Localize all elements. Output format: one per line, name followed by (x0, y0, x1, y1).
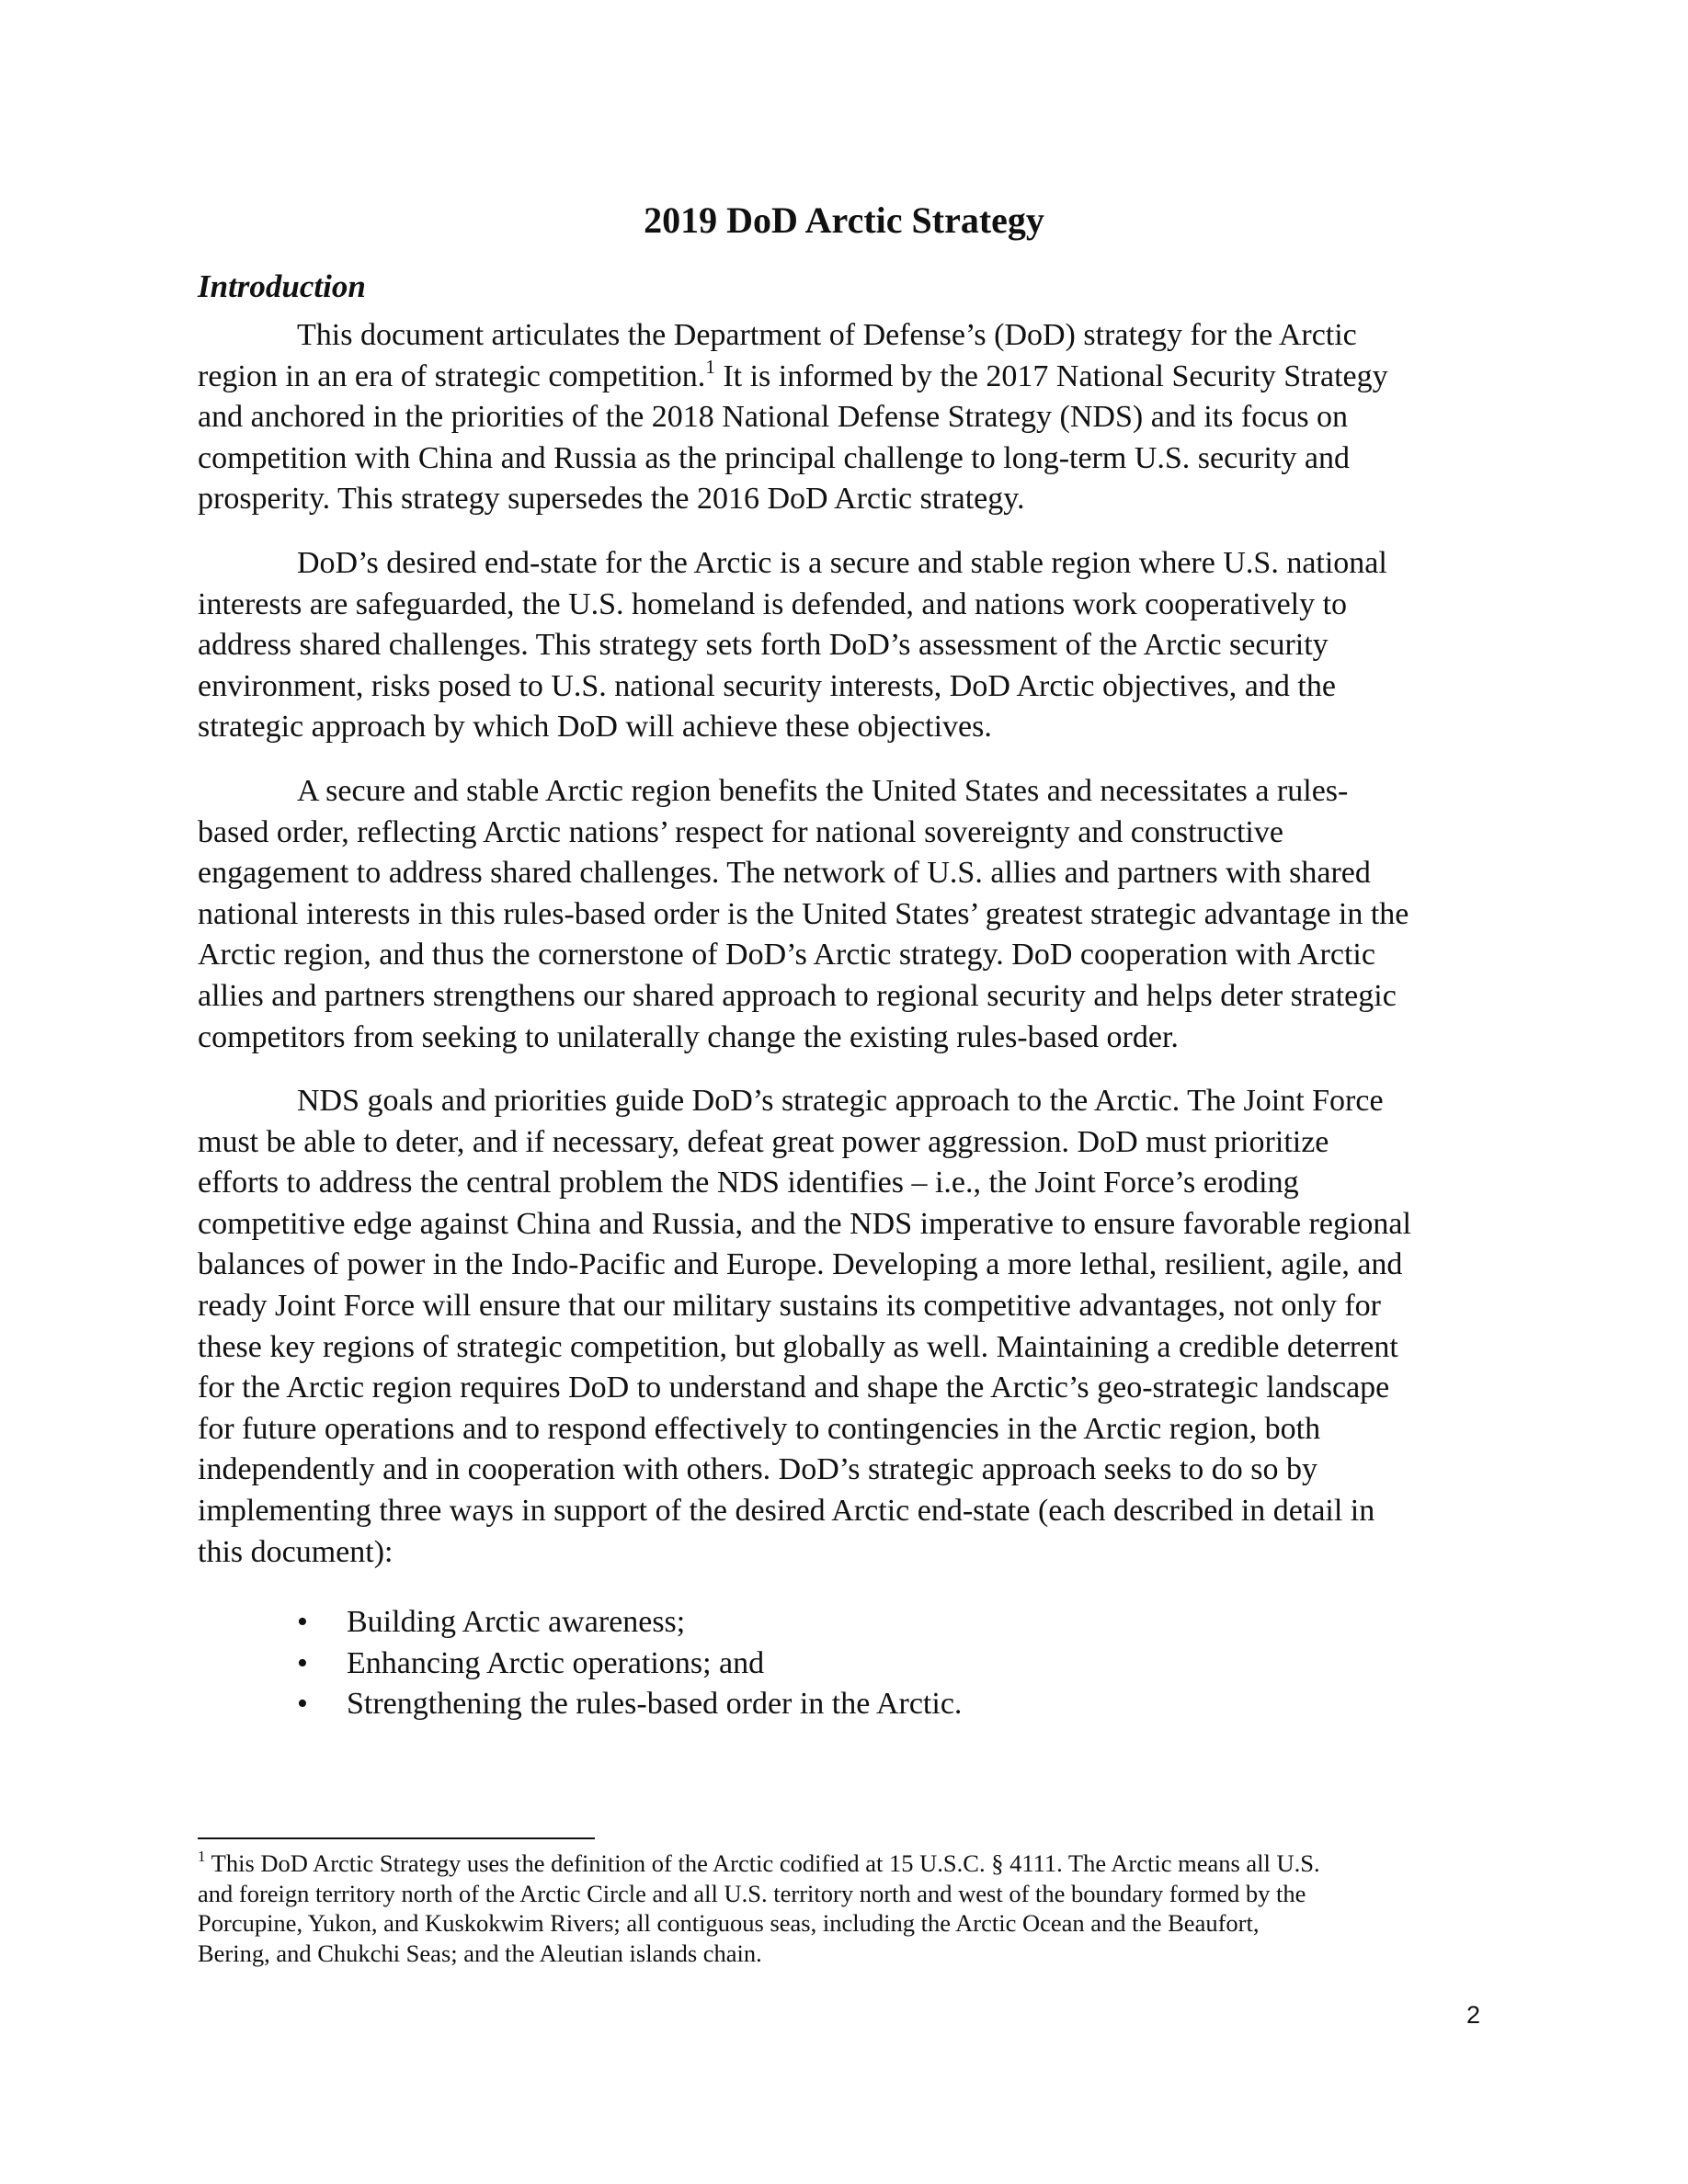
bullet-icon: • (297, 1687, 308, 1722)
list-item-text: Strengthening the rules-based order in the Arctic. (347, 1687, 963, 1722)
list-item (297, 1684, 1503, 1725)
paragraph-1-text-end: It is informed by the 2017 National Security Strategy and anchored in the priorities of the 2018 National Defense Strategy (NDS) and its focus on competition with China and Russia as the principal challenge to long-term U.S. security and prosperity. This strategy supersedes the 2016 DoD Arctic strategy. (198, 358, 1388, 517)
page-number: 2 (1466, 2001, 1480, 2029)
paragraph-4: NDS goals and priorities guide DoD’s strategic approach to the Arctic. The Joint Force must be able to deter, and if necessary, defeat great power aggression. DoD must prioritize efforts to address the central problem the NDS identifies – i.e., the Joint Force’s eroding competitive edge against China and Russia, and the NDS imperative to ensure favorable regional balances of power in the Indo-Pacific and Europe. Developing a more lethal, resilient, agile, and ready Joint Force will ensure that our military sustains its competitive advantages, not only for these key regions of strategic competition, but globally as well. Maintaining a credible deterrent for the Arctic region requires DoD to understand and shape the Arctic’s geo-strategic landscape for future operations and to respond effectively to contingencies in the Arctic region, both independently and in cooperation with others. DoD’s strategic approach seeks to do so by implementing three ways in support of the desired Arctic end-state (each described in detail in this document): (198, 1084, 1411, 1569)
paragraph-2: DoD’s desired end-state for the Arctic is a secure and stable region where U.S. national interests are safeguarded, the U.S. homeland is defended, and nations work cooperatively to address shared challenges. This strategy sets forth DoD’s assessment of the Arctic security environment, risks posed to U.S. national security interests, DoD Arctic objectives, and the strategic approach by which DoD will achieve these objectives. (198, 545, 1387, 745)
bullet-icon: • (297, 1645, 308, 1680)
bullet-icon: • (297, 1605, 308, 1640)
document-title: 2019 DoD Arctic Strategy (644, 199, 1044, 241)
list-item-text: Enhancing Arctic operations; and (347, 1645, 765, 1680)
list-item (297, 1602, 1503, 1644)
footnote-number: 1 (198, 1848, 206, 1865)
paragraph-1 (198, 315, 1503, 520)
bullet-list (198, 1602, 1503, 1725)
paragraph-3: A secure and stable Arctic region benefits the United States and necessitates a rules- based order, reflecting Arctic nations’ respect for national sovereignty and constructive engagement to address shared challenges. The network of U.S. allies and partners with shared national interests in this rules-based order is the United States’ greatest strategic advantage in the Arctic region, and thus the cornerstone of DoD’s Arctic strategy. DoD cooperation with Arctic allies and partners strengthens our shared approach to regional security and helps deter strategic competitors from seeking to unilaterally change the existing rules-based order. (198, 773, 1409, 1054)
footnote-reference[interactable]: 1 (705, 355, 715, 378)
footnote-divider (198, 1837, 595, 1839)
list-item-text: Building Arctic awareness; (347, 1605, 686, 1640)
section-heading-introduction: Introduction (198, 268, 366, 304)
footnote (198, 1848, 1503, 1968)
footnote-text: This DoD Arctic Strategy uses the definition of the Arctic codified at 15 U.S.C. § 4111. The Arctic means all U.S. and foreign territory north of the Arctic Circle and all U.S. territory north and west of the boundary formed by the Porcupine, Yukon, and Kuskokwim Rivers; all contiguous seas, including the Arctic Ocean and the Beaufort, Bering, and Chukchi Seas; and the Aleutian islands chain. (198, 1849, 1320, 1967)
list-item (297, 1644, 1503, 1685)
paragraph-1-text-start: This document articulates the Department of Defense’s (DoD) strategy for the Arctic region in an era of strategic competition. (198, 318, 1357, 393)
body-text (198, 315, 1503, 1725)
